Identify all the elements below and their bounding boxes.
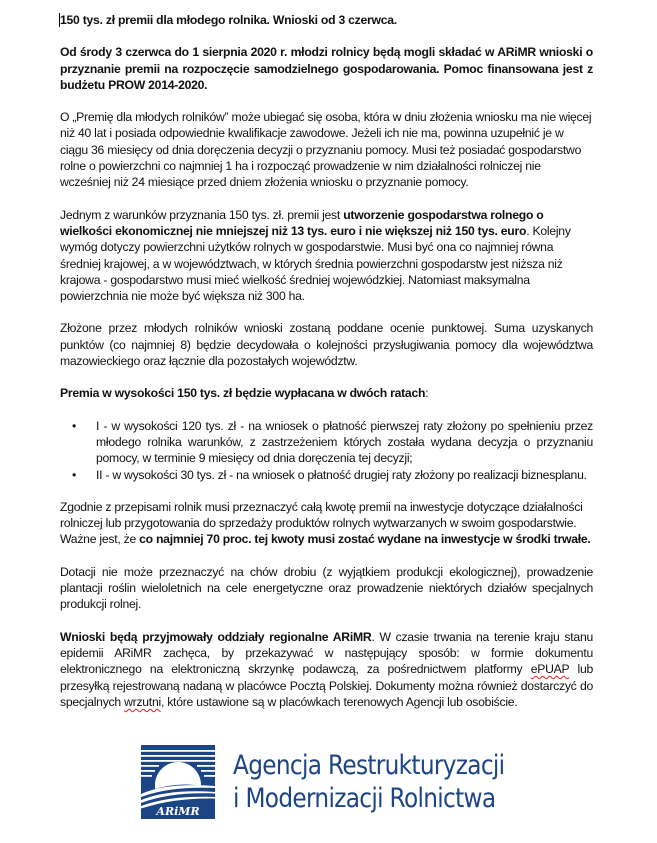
bullet-icon: • xyxy=(72,467,77,482)
spellcheck-word[interactable]: ePUAP xyxy=(530,662,570,677)
logo-line-2: i Modernizacji Rolnictwa xyxy=(233,783,496,814)
arimr-emblem-icon xyxy=(141,745,215,819)
conditions-paragraph: Jednym z warunków przyznania 150 tys. zł. premii jest utworzenie gospodarstwa rolnego o wielkości ekonomicznej nie mniejszej niż 13 tys. euro i nie większej niż 150 tys. euro. Kolejny wymóg dotyczy powierzchni użytków rolnych w gospodarstwie. Musi być ona co najmniej równa średniej krajowej, a w województwach, w których średnia powierzchni gospodarstw jest niższa niż krajowa - gospodarstwo musi mieć wielkość średniej wojewódzkiej. Natomiast maksymalna powierzchnia nie może być większa niż 300 ha. xyxy=(60,207,571,304)
logo-line-1: Agencja Restrukturyzacji xyxy=(233,750,505,781)
lead-paragraph: Od środy 3 czerwca do 1 sierpnia 2020 r. młodzi rolnicy będą mogli składać w ARiMR wnioski o przyznanie premii na rozpoczęcie samodzielnego gospodarowania. Pomoc finansowana jest z budżetu PROW 2014-2020. xyxy=(60,45,593,92)
bullet-icon: • xyxy=(72,418,77,433)
restrictions-paragraph: Dotacji nie może przeznaczyć na chów drobiu (z wyjątkiem produkcji ekologicznej), prowadzenie plantacji roślin wieloletnich na cele energetyczne oraz prowadzenie niektórych działów specjalnych produkcji rolnej. xyxy=(60,564,593,612)
arimr-logo xyxy=(141,745,549,819)
text-cursor xyxy=(59,13,60,27)
spellcheck-word[interactable]: wrzutni xyxy=(124,694,161,709)
list-item: • I - w wysokości 120 tys. zł - na wniosek o płatność pierwszej raty złożony po spełnieniu przez młodego rolnika warunków, z zastrzeżeniem których została wydana decyzja o przyznaniu pomocy, w terminie 9 miesięcy od dnia doręczenia tej decyzji; xyxy=(72,418,593,466)
scoring-paragraph: Złożone przez młodych rolników wnioski zostaną poddane ocenie punktowej. Suma uzyskanych punktów (co najmniej 8) będzie decydowała o kolejności przysługiwania pomocy dla województwa mazowieckiego oraz łącznie dla pozostałych województw. xyxy=(60,321,593,369)
list-item: • II - w wysokości 30 tys. zł - na wniosek o płatność drugiej raty złożony po realizacji biznesplanu. xyxy=(72,467,587,482)
document-title: 150 tys. zł premii dla młodego rolnika. Wnioski od 3 czerwca. xyxy=(60,13,397,27)
eligibility-paragraph: O „Premię dla młodych rolników” może ubiegać się osoba, która w dniu złożenia wniosku ma nie więcej niż 40 lat i posiada odpowiednie kwalifikacje zawodowe. Jeżeli ich nie ma, powinna uzupełnić je w ciągu 36 miesięcy od dnia doręczenia decyzji o przyznaniu pomocy. Musi też posiadać gospodarstwo rolne o powierzchni co najmniej 1 ha i rozpocząć prowadzenie w nim działalności rolniczej nie wcześniej niż 24 miesiące przed dniem złożenia wniosku o przyznanie pomocy. xyxy=(60,110,592,190)
investment-paragraph: Zgodnie z przepisami rolnik musi przeznaczyć całą kwotę premii na inwestycje dotyczące działalności rolniczej lub przygotowania do sprzedaży produktów rolnych wytwarzanych w swoim gospodarstwie. Ważne jest, że co najmniej 70 proc. tej kwoty musi zostać wydane na inwestycje w środki trwałe. xyxy=(60,499,591,547)
logo-text xyxy=(233,749,504,815)
installments-heading: Premia w wysokości 150 tys. zł będzie wypłacana w dwóch ratach: xyxy=(60,386,429,401)
installments-list xyxy=(60,418,593,483)
document-body[interactable] xyxy=(60,12,593,726)
logo-abbr: ARiMR xyxy=(156,805,200,818)
submission-paragraph: Wnioski będą przyjmowały oddziały regionalne ARiMR. W czasie trwania na terenie kraju stanu epidemii ARiMR zachęca, by przekazywać w następujący sposób: w formie dokumentu elektronicznego na elektroniczną skrzynkę podawczą, za pośrednictwem platformy ePUAP lub przesyłką rejestrowaną nadaną w placówce Pocztą Polskiej. Dokumenty można również dostarczyć do specjalnych wrzutni, które ustawione są w placówkach terenowych Agencji lub osobiście. xyxy=(60,629,594,709)
